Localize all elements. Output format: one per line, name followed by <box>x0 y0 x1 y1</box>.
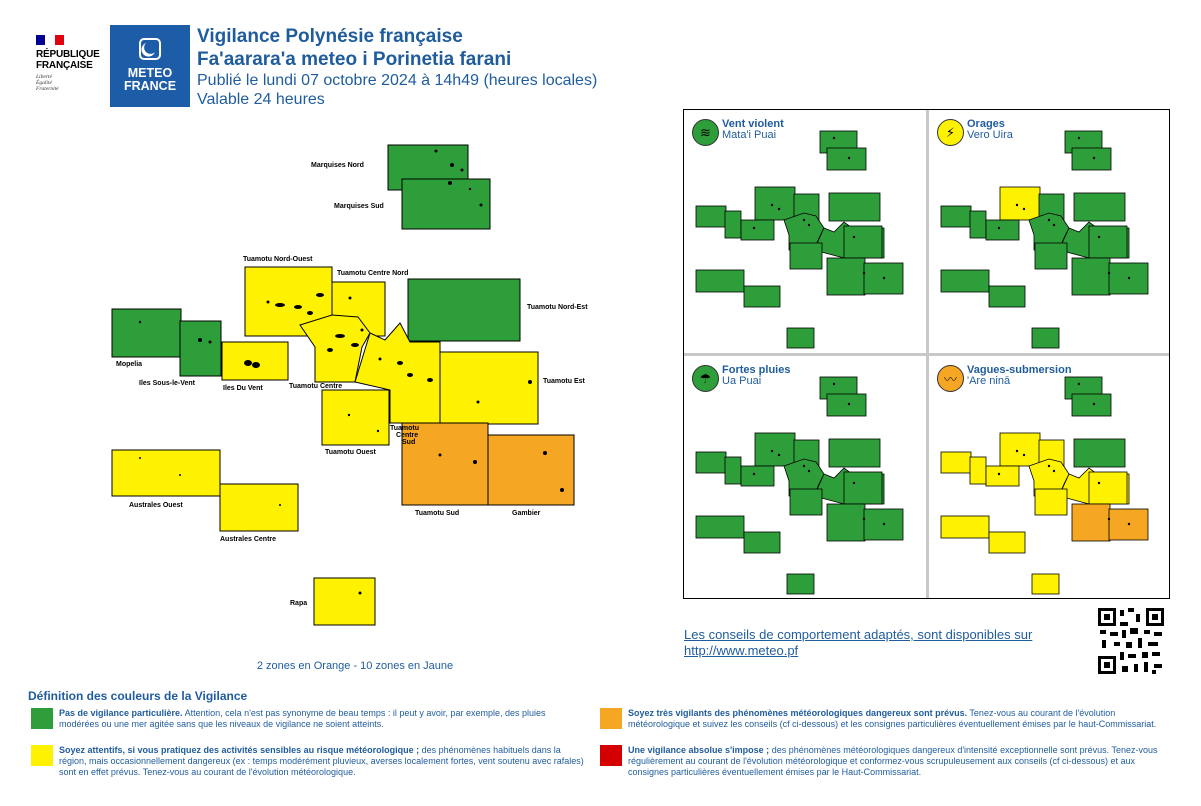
mini-atoll-dot <box>808 224 810 226</box>
red-swatch <box>600 745 622 766</box>
mini-atoll-dot <box>778 208 780 210</box>
wind-icon: ≋ <box>692 119 719 146</box>
mini-atoll-dot <box>1093 157 1095 159</box>
panel-title-orages: Orages <box>967 118 1005 130</box>
mini-atoll-dot <box>833 137 835 139</box>
mini-atoll-dot <box>853 482 855 484</box>
panel-title-vent: Vent violent <box>722 118 784 130</box>
mini-zone-mopelia <box>696 452 726 473</box>
mini-zone-iles-du-vent <box>986 466 1019 486</box>
legend-orange-bold: Soyez très vigilants des phénomènes météorologiques dangereux sont prévus. <box>628 708 968 718</box>
mini-atoll-dot <box>803 219 805 221</box>
label-iles-sous-le-vent: Iles Sous-le-Vent <box>139 380 196 387</box>
label-australes-centre: Australes Centre <box>220 536 277 543</box>
orange-swatch <box>600 708 622 729</box>
advice-url[interactable]: http://www.meteo.pf <box>684 643 799 658</box>
zone-mopelia[interactable] <box>112 309 181 357</box>
mini-zone-tuamotu-nord-ouest <box>1000 187 1040 220</box>
motto-fraternite: Fraternité <box>36 86 59 92</box>
mini-atoll-dot <box>1108 518 1110 520</box>
zone-iles-du-vent[interactable] <box>222 342 288 380</box>
panel-title-pluies: Fortes pluies <box>722 364 791 376</box>
validity-period: Valable 24 heures <box>197 91 325 108</box>
legend-red <box>600 745 1170 778</box>
phenomena-panels <box>683 109 1170 599</box>
zone-count-summary: 2 zones en Orange - 10 zones en Jaune <box>256 660 454 672</box>
mini-zone-tuamotu-centre-sud <box>790 489 822 515</box>
mini-zone-tuamotu-nord-ouest <box>1000 433 1040 466</box>
mini-atoll-dot <box>771 204 773 206</box>
mini-atoll-dot <box>848 403 850 405</box>
mini-atoll-dot <box>1016 450 1018 452</box>
mini-atoll-dot <box>1048 465 1050 467</box>
advice-text: Les conseils de comportement adaptés, sont disponibles sur <box>684 627 1033 642</box>
label-tuamotu-sud: Tuamotu Sud <box>415 510 460 517</box>
vigilance-main-map <box>100 135 600 635</box>
mini-zone-iles-du-vent <box>986 220 1019 240</box>
meteo-france-emblem-icon <box>110 25 190 67</box>
mini-atoll-dot <box>1053 470 1055 472</box>
mini-zone-tuamotu-sud <box>827 504 865 541</box>
legend-green <box>31 708 586 730</box>
mini-atoll-dot <box>863 518 865 520</box>
mini-zone-rapa <box>1032 328 1059 348</box>
legend-green-text: Attention, cela n'est pas synonyme de beau temps : il peut y avoir, par exemple, des pluies modérées ou une mer agitée sans que les niveaux de vigilance ne soient atteints. <box>59 708 546 729</box>
label-tuamotu-centre: Tuamotu Centre <box>289 383 343 390</box>
mini-atoll-dot <box>1078 137 1080 139</box>
panel-title-vagues: Vagues-submersion <box>967 364 1072 376</box>
legend-yellow-text: des phénomènes habituels dans la région, mais occasionnellement dangereux (ex : temps modérément pluvieux, averses localement fortes, vent soutenu avec rafales) sont en effet prévus. Tenez-vous au courant de l'évolution météorologique. <box>59 745 584 777</box>
mini-atoll-dot <box>1023 454 1025 456</box>
mini-atoll-dot <box>1098 482 1100 484</box>
panel-vent-violent[interactable] <box>684 110 925 353</box>
legend-green-bold: Pas de vigilance particulière. <box>59 708 183 718</box>
mini-zone-iles-sous-le-vent <box>970 457 986 484</box>
qr-code-icon[interactable] <box>1098 608 1164 674</box>
logo-france: FRANCE <box>123 79 177 93</box>
label-tuamotu-centre-nord: Tuamotu Centre Nord <box>337 270 409 277</box>
mini-atoll-dot <box>863 272 865 274</box>
mini-zone-tuamotu-nord-est <box>1074 439 1125 467</box>
zone-marquises-sud[interactable] <box>402 179 490 229</box>
legend-orange-text: Tenez-vous au courant de l'évolution météorologique et suivez les conseils (cf ci-dessous) et les consignes particulières éventuellement émises par le haut-Commissariat. <box>628 708 1157 729</box>
waves-icon: 〰 <box>937 365 964 392</box>
zone-rapa[interactable] <box>314 578 375 625</box>
motto-egalite: Égalité <box>36 80 52 86</box>
motto-liberte: Liberté <box>36 74 52 80</box>
label-gambier: Gambier <box>512 510 541 517</box>
label-marquises-sud: Marquises Sud <box>334 203 384 210</box>
mini-atoll-dot <box>998 473 1000 475</box>
mini-zone-tuamotu-ouest <box>844 226 882 258</box>
mini-zone-rapa <box>787 328 814 348</box>
mini-zone-iles-du-vent <box>741 466 774 486</box>
mini-map-orages <box>929 110 1170 353</box>
label-iles-du-vent: Iles Du Vent <box>223 385 263 392</box>
republique-line1: RÉPUBLIQUE <box>36 49 100 60</box>
mini-atoll-dot <box>1128 277 1130 279</box>
mini-zone-australes-ouest <box>696 270 744 292</box>
legend-red-bold: Une vigilance absolue s'impose ; <box>628 745 770 755</box>
mini-zone-iles-sous-le-vent <box>970 211 986 238</box>
mini-atoll-dot <box>803 465 805 467</box>
mini-zone-rapa <box>1032 574 1059 594</box>
mini-zone-tuamotu-sud <box>1072 258 1110 295</box>
mini-atoll-dot <box>753 473 755 475</box>
french-flag-icon <box>36 35 64 45</box>
yellow-swatch <box>31 745 53 766</box>
mini-zone-tuamotu-centre-sud <box>790 243 822 269</box>
mini-atoll-dot <box>853 236 855 238</box>
mini-zone-marquises-sud <box>1072 148 1111 170</box>
panel-fortes-pluies[interactable] <box>684 356 925 599</box>
mini-zone-marquises-sud <box>1072 394 1111 416</box>
advice-link[interactable] <box>684 627 1084 659</box>
zone-tuamotu-est[interactable] <box>440 352 538 424</box>
zone-australes-centre[interactable] <box>220 484 298 531</box>
rain-icon: ☂ <box>692 365 719 392</box>
label-tuamotu-centre-sud-2: Centre <box>396 432 419 439</box>
page-title: Vigilance Polynésie française <box>197 26 463 47</box>
republique-line2: FRANÇAISE <box>36 60 93 71</box>
mini-zone-tuamotu-nord-ouest <box>755 433 795 466</box>
legend-title: Définition des couleurs de la Vigilance <box>28 689 248 703</box>
label-tuamotu-centre-sud-1: Tuamotu <box>390 425 420 432</box>
panel-subtitle-pluies: Ua Puai <box>722 375 762 387</box>
mini-atoll-dot <box>1053 224 1055 226</box>
mini-zone-tuamotu-ouest <box>1089 226 1127 258</box>
mini-zone-tuamotu-nord-est <box>829 193 880 221</box>
mini-atoll-dot <box>1048 219 1050 221</box>
label-tuamotu-ouest: Tuamotu Ouest <box>325 449 376 456</box>
mini-zone-tuamotu-sud <box>827 258 865 295</box>
mini-zone-australes-ouest <box>696 516 744 538</box>
mini-zone-australes-centre <box>744 286 780 307</box>
mini-zone-rapa <box>787 574 814 594</box>
label-rapa: Rapa <box>290 600 308 607</box>
mini-atoll-dot <box>1023 208 1025 210</box>
mini-zone-mopelia <box>941 206 971 227</box>
label-australes-ouest: Australes Ouest <box>129 502 183 509</box>
green-swatch <box>31 708 53 729</box>
zone-gambier[interactable] <box>488 435 574 505</box>
mini-atoll-dot <box>753 227 755 229</box>
mini-zone-australes-ouest <box>941 516 989 538</box>
panel-subtitle-vagues: 'Are ninā <box>967 375 1011 387</box>
mini-zone-australes-centre <box>989 286 1025 307</box>
mini-zone-tuamotu-ouest <box>844 472 882 504</box>
legend-orange <box>600 708 1170 730</box>
mini-zone-australes-ouest <box>941 270 989 292</box>
mini-map-vent <box>684 110 925 353</box>
panel-orages[interactable] <box>929 110 1170 353</box>
mini-zone-australes-centre <box>989 532 1025 553</box>
zone-tuamotu-ouest[interactable] <box>322 390 389 445</box>
mini-atoll-dot <box>808 470 810 472</box>
mini-atoll-dot <box>883 277 885 279</box>
mini-zone-marquises-sud <box>827 394 866 416</box>
meteo-france-logo <box>110 25 190 107</box>
mini-map-pluies <box>684 356 925 599</box>
mini-atoll-dot <box>1098 236 1100 238</box>
label-marquises-nord: Marquises Nord <box>311 162 364 169</box>
mini-atoll-dot <box>778 454 780 456</box>
mini-zone-tuamotu-centre-sud <box>1035 489 1067 515</box>
mini-atoll-dot <box>883 523 885 525</box>
mini-atoll-dot <box>1016 204 1018 206</box>
mini-atoll-dot <box>1093 403 1095 405</box>
legend-yellow-bold: Soyez attentifs, si vous pratiquez des activités sensibles au risque météorologique ; <box>59 745 420 755</box>
label-tuamotu-est: Tuamotu Est <box>543 378 585 385</box>
mini-zone-mopelia <box>696 206 726 227</box>
mini-zone-iles-du-vent <box>741 220 774 240</box>
legend-yellow <box>31 745 586 778</box>
mini-zone-tuamotu-centre-sud <box>1035 243 1067 269</box>
logo-meteo: METEO <box>127 66 173 80</box>
label-mopelia: Mopelia <box>116 361 143 368</box>
mini-zone-mopelia <box>941 452 971 473</box>
mini-map-vagues <box>929 356 1170 599</box>
publication-date: Publié le lundi 07 octobre 2024 à 14h49 (heures locales) <box>197 72 598 89</box>
lightning-icon: ⚡ <box>937 119 964 146</box>
label-tuamotu-centre-sud-3: Sud <box>402 439 416 446</box>
mini-zone-iles-sous-le-vent <box>725 457 741 484</box>
label-tuamotu-nord-ouest: Tuamotu Nord-Ouest <box>243 256 313 263</box>
mini-zone-marquises-sud <box>827 148 866 170</box>
panel-subtitle-vent: Mata'i Puai <box>722 129 777 141</box>
mini-atoll-dot <box>1078 383 1080 385</box>
mini-atoll-dot <box>998 227 1000 229</box>
panel-subtitle-orages: Vero Uira <box>967 129 1013 141</box>
mini-zone-australes-centre <box>744 532 780 553</box>
mini-atoll-dot <box>1128 523 1130 525</box>
zone-australes-ouest[interactable] <box>112 450 220 496</box>
label-tuamotu-nord-est: Tuamotu Nord-Est <box>527 304 588 311</box>
mini-zone-tuamotu-ouest <box>1089 472 1127 504</box>
header-titles <box>197 25 597 109</box>
mini-zone-tuamotu-nord-ouest <box>755 187 795 220</box>
panel-vagues-submersion[interactable] <box>929 356 1170 599</box>
legend-red-text: des phénomènes météorologiques dangereux d'intensité exceptionnelle sont prévus. Tenez-vous régulièrement au courant de l'évolution météorologique et conformez-vous scrupuleusement aux conseils (cf ci-dessous) et aux consignes particulières éventuellement émises par le Haut-Commissariat. <box>628 745 1158 777</box>
zone-tuamotu-nord-est[interactable] <box>408 279 520 341</box>
zone-iles-sous-le-vent[interactable] <box>180 321 221 376</box>
mini-zone-iles-sous-le-vent <box>725 211 741 238</box>
mini-atoll-dot <box>771 450 773 452</box>
mini-zone-tuamotu-nord-est <box>829 439 880 467</box>
page-title-tahitian: Fa'aarara'a meteo i Porinetia farani <box>197 49 512 70</box>
mini-zone-tuamotu-sud <box>1072 504 1110 541</box>
republique-francaise-logo <box>36 35 106 92</box>
mini-atoll-dot <box>848 157 850 159</box>
mini-atoll-dot <box>1108 272 1110 274</box>
mini-zone-tuamotu-nord-est <box>1074 193 1125 221</box>
mini-atoll-dot <box>833 383 835 385</box>
